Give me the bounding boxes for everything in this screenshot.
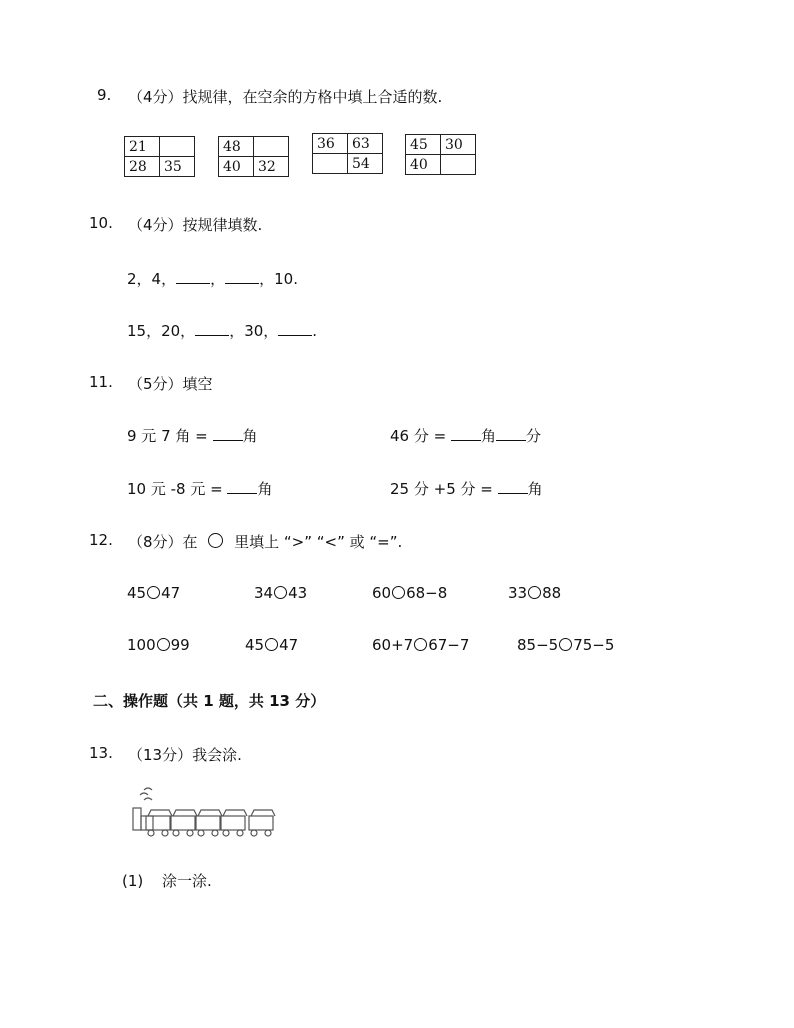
compare-item [372,584,447,602]
train-car-4[interactable] [221,810,247,836]
compare-right: 68−8 [406,584,448,602]
compare-left: 34 [254,584,274,602]
q10-row-2 [127,320,317,341]
q11-item-unit: 角 [527,480,543,498]
q11-item-unit: 角 [257,480,273,498]
smoke-puff [144,788,152,790]
compare-right: 99 [170,636,190,654]
compare-item [127,636,190,654]
grid-cell: 40 [406,155,441,175]
q10-text: （4分）按规律填数. [128,216,263,234]
q11-item-text: 10 元 -8 元 = [127,480,228,498]
grid-cell: 48 [219,137,254,157]
q9-grid-2 [218,136,289,177]
smoke-puff [140,793,148,795]
grid-cell: 21 [125,137,160,157]
train-car-5[interactable] [249,810,275,836]
q12-text-b: 里填上 “>” “<” 或 “=”. [234,533,403,551]
compare-circle[interactable] [414,638,427,651]
grid-cell-blank[interactable] [441,155,476,175]
grid-cell: 28 [125,157,160,177]
compare-right: 47 [279,636,299,654]
sub-question-label: (1) [122,872,144,890]
q11-item-3 [127,478,272,499]
grid-cell-blank[interactable] [254,137,289,157]
answer-blank[interactable] [498,479,528,494]
grid-cell: 30 [441,135,476,155]
q10-row1-a: 2，4， [127,270,177,288]
q12-text-a: （8分）在 [128,533,198,551]
q12-text [128,531,402,552]
compare-item [517,636,614,654]
compare-item [254,584,307,602]
answer-blank[interactable] [227,479,257,494]
locomotive-body [141,816,153,830]
grid-cell: 32 [254,157,289,177]
compare-circle[interactable] [265,638,278,651]
compare-right: 88 [542,584,562,602]
compare-circle[interactable] [157,638,170,651]
q9-grid-3 [312,133,383,174]
compare-left: 45 [127,584,147,602]
compare-item [245,636,298,654]
q11-item-text: 25 分 +5 分 = [390,480,498,498]
compare-circle[interactable] [559,638,572,651]
smoke-puff [144,798,152,800]
train-illustration[interactable] [130,786,290,844]
q9-number: 9. [97,86,112,104]
answer-blank[interactable] [496,426,526,441]
grid-cell: 63 [348,134,383,154]
compare-left: 85−5 [517,636,559,654]
q10-row2-b: ，30， [229,322,279,340]
q13-text: （13分）我会涂. [128,746,242,764]
grid-cell: 36 [313,134,348,154]
answer-blank[interactable] [195,321,229,336]
q11-item-1 [127,425,258,446]
q10-row2-c: . [312,322,318,340]
grid-cell-blank[interactable] [160,137,195,157]
answer-blank[interactable] [176,269,210,284]
compare-item [372,636,469,654]
grid-cell: 35 [160,157,195,177]
q13-number: 13. [89,744,113,762]
compare-item [508,584,561,602]
train-car-2[interactable] [171,810,197,836]
compare-right: 67−7 [428,636,470,654]
compare-left: 45 [245,636,265,654]
compare-left: 100 [127,636,156,654]
sub-question-text: 涂一涂. [162,872,212,890]
q11-item-text: 46 分 = [390,427,451,445]
compare-circle[interactable] [528,586,541,599]
answer-blank[interactable] [278,321,312,336]
compare-circle[interactable] [274,586,287,599]
q10-number: 10. [89,214,113,232]
q13-sub1 [122,870,212,891]
grid-cell: 40 [219,157,254,177]
answer-blank[interactable] [225,269,259,284]
compare-circle[interactable] [392,586,405,599]
compare-right: 43 [288,584,308,602]
locomotive-cab [133,808,141,830]
q10-row1-b: ， [210,270,226,288]
q10-row2-a: 15，20， [127,322,196,340]
train-car-1[interactable] [146,810,172,836]
compare-item [127,584,180,602]
compare-right: 47 [161,584,181,602]
train-car-3[interactable] [196,810,222,836]
section-heading: 二、操作题（共 1 题，共 13 分） [93,692,326,710]
q9-grid-4 [405,134,476,175]
q11-item-unit: 角 [242,427,258,445]
q11-item-text: 9 元 7 角 = [127,427,213,445]
circle-icon [208,533,223,548]
q11-number: 11. [89,373,113,391]
q11-item-4 [390,478,543,499]
compare-circle[interactable] [147,586,160,599]
q11-text: （5分）填空 [128,375,213,393]
q11-item-unit: 分 [525,427,541,445]
q12-number: 12. [89,531,113,549]
compare-left: 33 [508,584,528,602]
grid-cell: 45 [406,135,441,155]
q9-grid-1 [124,136,195,177]
q11-item-unit: 角 [480,427,496,445]
q10-row1-c: ，10. [259,270,298,288]
answer-blank[interactable] [213,426,243,441]
compare-right: 75−5 [573,636,615,654]
answer-blank[interactable] [451,426,481,441]
grid-cell-blank[interactable] [313,154,348,174]
q11-item-2 [390,425,541,446]
q9-text: （4分）找规律，在空余的方格中填上合适的数. [128,88,443,106]
q10-row-1 [127,268,298,289]
compare-left: 60 [372,584,392,602]
compare-left: 60+7 [372,636,414,654]
grid-cell: 54 [348,154,383,174]
